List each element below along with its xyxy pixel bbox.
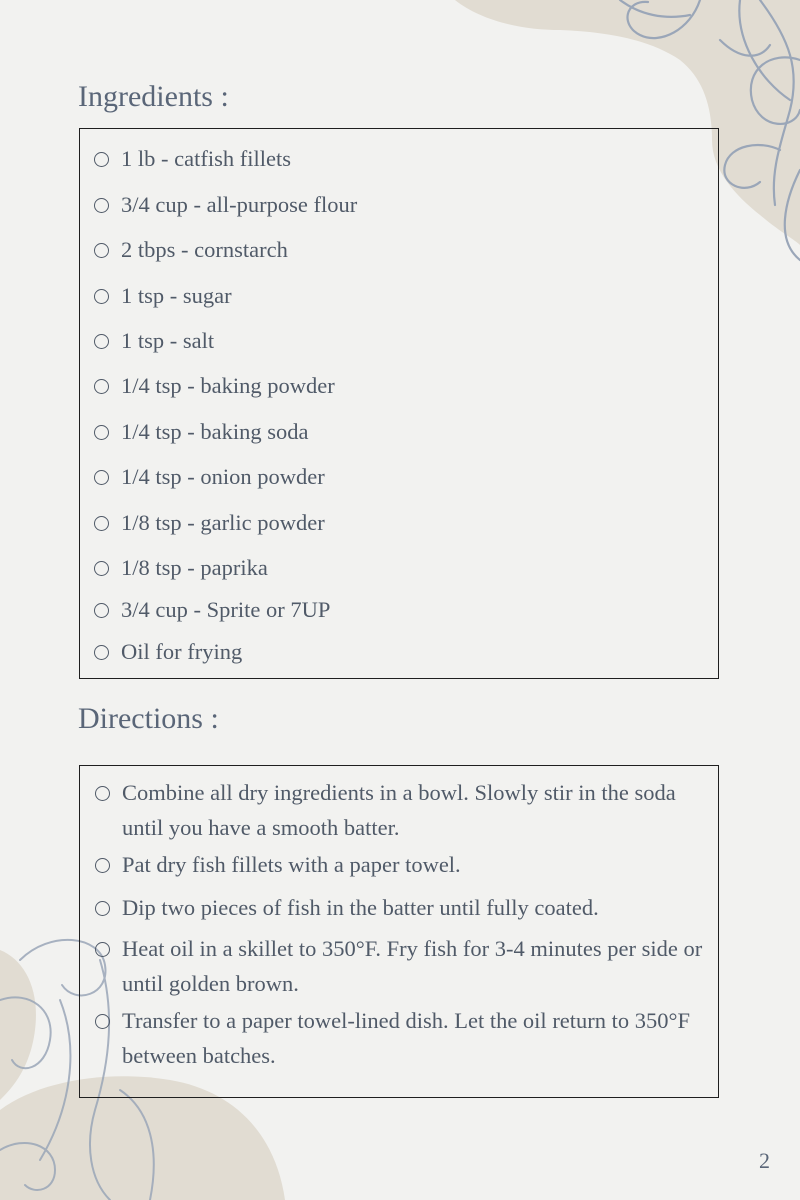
ingredient-label: 3/4 cup - all-purpose flour	[121, 192, 358, 217]
checkbox-circle-icon[interactable]	[94, 243, 109, 258]
checkbox-circle-icon[interactable]	[94, 561, 109, 576]
checkbox-circle-icon[interactable]	[95, 786, 110, 801]
ingredient-item[interactable]	[94, 463, 325, 491]
bottom-left-blob-1	[0, 950, 36, 1100]
direction-step[interactable]	[95, 775, 705, 845]
checkbox-circle-icon[interactable]	[95, 901, 110, 916]
ingredient-label: 3/4 cup - Sprite or 7UP	[121, 597, 331, 622]
direction-step[interactable]	[95, 890, 705, 925]
ingredient-item[interactable]	[94, 372, 335, 400]
ingredient-label: Oil for frying	[121, 639, 243, 664]
ingredient-label: 1 lb - catfish fillets	[121, 146, 291, 171]
checkbox-circle-icon[interactable]	[94, 379, 109, 394]
ingredients-box	[79, 128, 719, 679]
checkbox-circle-icon[interactable]	[95, 858, 110, 873]
checkbox-circle-icon[interactable]	[94, 289, 109, 304]
ingredient-label: 1/4 tsp - baking powder	[121, 373, 335, 398]
page-number: 2	[759, 1148, 770, 1173]
ingredient-item[interactable]	[94, 327, 214, 355]
checkbox-circle-icon[interactable]	[94, 645, 109, 660]
ingredient-item[interactable]	[94, 596, 330, 624]
ingredient-item[interactable]	[94, 418, 308, 446]
checkbox-circle-icon[interactable]	[94, 470, 109, 485]
checkbox-circle-icon[interactable]	[95, 942, 110, 957]
ingredient-label: 1 tsp - salt	[121, 328, 215, 353]
direction-step[interactable]	[95, 847, 705, 882]
direction-text: Pat dry fish fillets with a paper towel.	[122, 852, 461, 877]
checkbox-circle-icon[interactable]	[94, 152, 109, 167]
ingredient-item[interactable]	[94, 282, 232, 310]
checkbox-circle-icon[interactable]	[94, 516, 109, 531]
checkbox-circle-icon[interactable]	[94, 603, 109, 618]
ingredient-label: 1/4 tsp - onion powder	[121, 464, 325, 489]
ingredient-item[interactable]	[94, 509, 325, 537]
checkbox-circle-icon[interactable]	[94, 425, 109, 440]
directions-heading: Directions :	[78, 702, 219, 735]
checkbox-circle-icon[interactable]	[94, 334, 109, 349]
ingredient-item[interactable]	[94, 554, 268, 582]
ingredient-label: 2 tbps - cornstarch	[121, 237, 288, 262]
ingredient-label: 1/8 tsp - garlic powder	[121, 510, 325, 535]
checkbox-circle-icon[interactable]	[95, 1014, 110, 1029]
ingredient-label: 1/8 tsp - paprika	[121, 555, 268, 580]
direction-text: Combine all dry ingredients in a bowl. Slowly stir in the soda until you have a smooth batter.	[122, 780, 676, 840]
ingredient-item[interactable]	[94, 638, 242, 666]
checkbox-circle-icon[interactable]	[94, 198, 109, 213]
direction-text: Transfer to a paper towel-lined dish. Let the oil return to 350°F between batches.	[122, 1008, 691, 1068]
direction-text: Dip two pieces of fish in the batter until fully coated.	[122, 895, 599, 920]
ingredients-heading: Ingredients :	[78, 80, 229, 113]
ingredient-item[interactable]	[94, 236, 288, 264]
direction-step[interactable]	[95, 1003, 705, 1073]
ingredient-item[interactable]	[94, 145, 291, 173]
ingredient-label: 1 tsp - sugar	[121, 283, 232, 308]
direction-text: Heat oil in a skillet to 350°F. Fry fish for 3-4 minutes per side or until golden brown.	[122, 936, 703, 996]
ingredient-label: 1/4 tsp - baking soda	[121, 419, 309, 444]
ingredient-item[interactable]	[94, 191, 357, 219]
direction-step[interactable]	[95, 931, 705, 1001]
